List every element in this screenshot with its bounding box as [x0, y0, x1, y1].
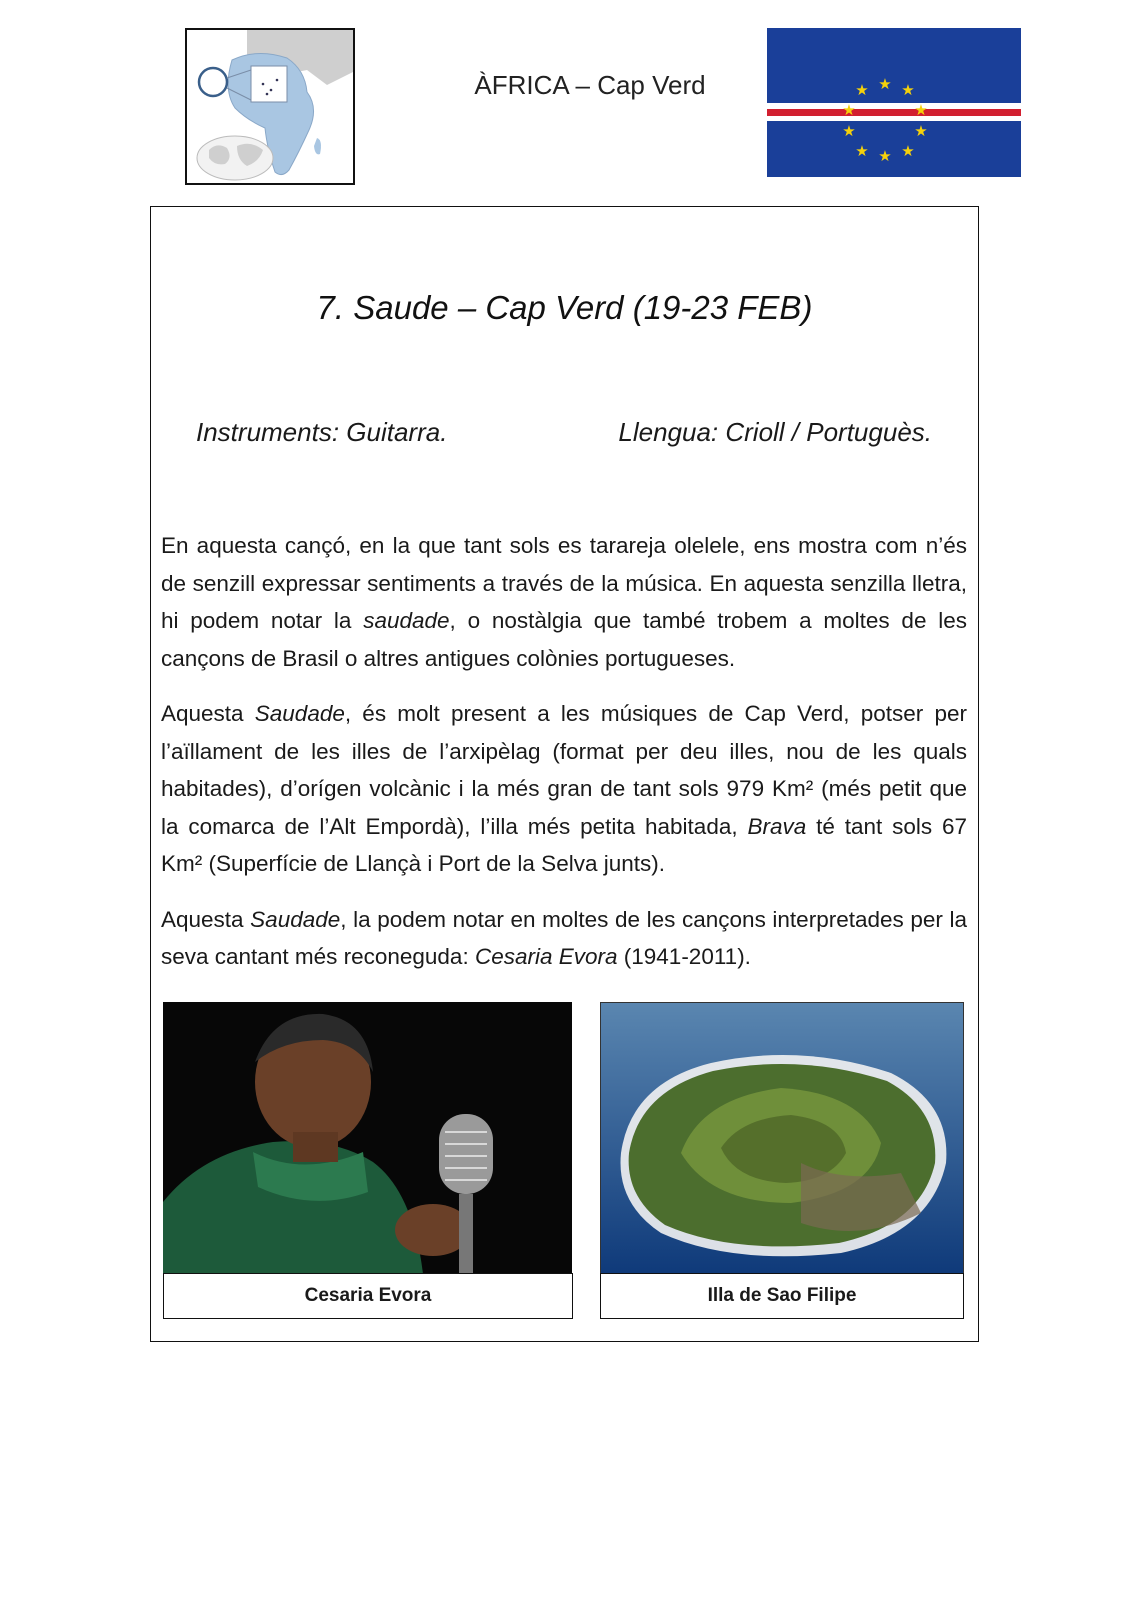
svg-text:★: ★ [914, 122, 928, 140]
svg-text:★: ★ [901, 81, 915, 99]
text-run: Aquesta [161, 701, 255, 726]
map-icon [187, 30, 355, 185]
svg-text:★: ★ [914, 101, 928, 119]
body-paragraph [161, 695, 967, 883]
text-run: té tant sols 67 Km² (Superfície de Llançà i Port de la Selva junts). [161, 813, 967, 876]
photo-caption-sao-filipe: Illa de Sao Filipe [600, 1273, 964, 1319]
svg-text:★: ★ [855, 81, 869, 99]
body-paragraph [161, 901, 967, 976]
text-run: En aquesta cançó, en la que tant sols es tarareja olelele, ens mostra com n’és de senzill expressar sentiments a través de la música. En aquesta senzilla lletra, hi podem notar la [161, 533, 967, 633]
cesaria-evora-photo [163, 1002, 572, 1274]
text-run: , és molt present a les músiques de Cap Verd, potser per l’aïllament de les illes de l’arxipèlag (format per deu illes, nou de les quals habitades), d’orígen volcànic i la més gran de tant sols 979 Km² (més petit que la comarca de l’Alt Empordà), l’illa més petita habitada, [161, 701, 967, 839]
italic-term: Saudade [250, 906, 341, 932]
page-title: 7. Saude – Cap Verd (19-23 FEB) [316, 289, 813, 326]
text-run: , o nostàlgia que també trobem a moltes de les cançons de Brasil o altres antigues colònies portugueses. [161, 608, 967, 671]
italic-term: Cesaria Evora [474, 944, 618, 969]
language-label: Llengua: Crioll / Portuguès. [618, 417, 932, 447]
instruments-label: Instruments: Guitarra. [196, 417, 448, 447]
svg-text:★: ★ [842, 122, 856, 140]
text-run: , la podem notar en moltes de les cançons interpretades per la seva cantant més reconeguda: [161, 906, 967, 969]
svg-text:★: ★ [878, 75, 892, 93]
africa-locator-map [185, 28, 355, 185]
italic-term: Brava [747, 813, 807, 839]
svg-text:★: ★ [855, 142, 869, 160]
text-run: Aquesta [161, 906, 251, 932]
italic-term: saudade [363, 608, 450, 633]
sao-filipe-island-photo [600, 1002, 964, 1274]
singer-photo-icon [163, 1002, 572, 1274]
island-photo-icon [601, 1003, 963, 1273]
flag-icon [767, 28, 1021, 177]
svg-text:★: ★ [842, 101, 856, 119]
photo-caption-cesaria-evora: Cesaria Evora [163, 1273, 573, 1319]
svg-text:★: ★ [901, 142, 915, 160]
body-text [161, 527, 967, 994]
cape-verde-flag [767, 28, 1021, 177]
body-paragraph [161, 527, 967, 677]
header-title: ÀFRICA – Cap Verd [474, 70, 706, 100]
text-run: (1941-2011). [617, 944, 751, 969]
svg-text:★: ★ [878, 147, 892, 165]
content-frame [150, 206, 979, 1342]
italic-term: Saudade [254, 701, 345, 726]
